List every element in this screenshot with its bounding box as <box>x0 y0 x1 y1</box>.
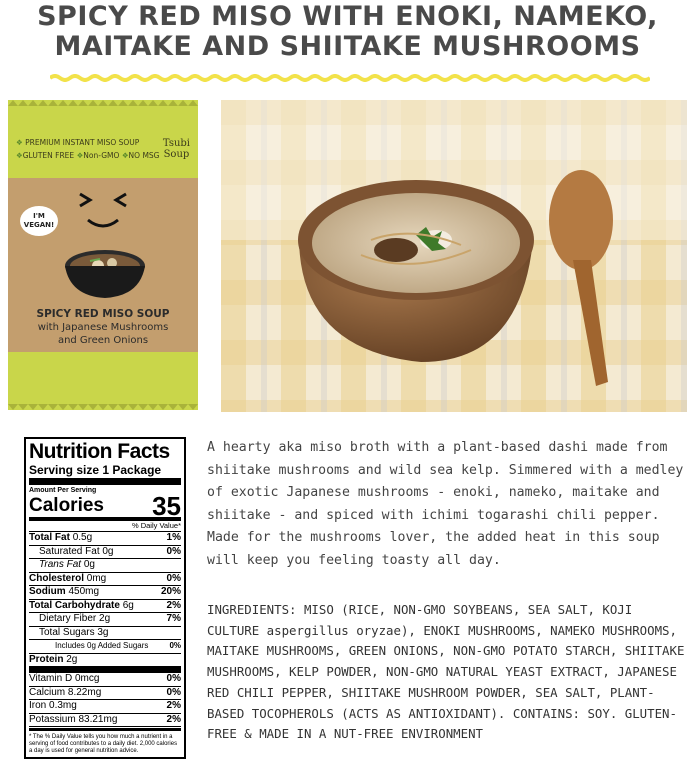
nutrient-percent: 0% <box>166 545 181 557</box>
nutrient-label: Total Fat 0.5g <box>29 532 93 543</box>
nutrient-percent: 20% <box>160 586 181 597</box>
nutrient-label: Total Sugars 3g <box>39 626 109 638</box>
nutrient-row <box>29 573 181 587</box>
nutrient-row <box>29 627 181 641</box>
nutrient-row <box>29 586 181 600</box>
nutrient-row <box>29 700 181 714</box>
page-title <box>0 2 695 62</box>
soup-package-image <box>8 100 198 410</box>
nutrient-row <box>29 546 181 560</box>
nutrition-facts-label <box>24 437 186 759</box>
nutrient-percent: 0% <box>166 686 181 698</box>
package-soup-bowl-icon <box>60 244 150 304</box>
nutrient-label: Calcium 8.22mg <box>29 686 102 698</box>
claim-premium: PREMIUM INSTANT MISO SOUP <box>25 138 140 147</box>
serving-size: Serving size 1 Package <box>29 463 181 485</box>
nutrient-row <box>29 654 181 674</box>
nutrient-percent: 7% <box>166 613 181 624</box>
yellow-underline-squiggle <box>50 74 650 82</box>
title-line-2: MAITAKE AND SHIITAKE MUSHROOMS <box>54 31 641 62</box>
claim-non-gmo: Non-GMO <box>83 151 120 160</box>
nutrient-row <box>29 640 181 654</box>
nutrient-label: Dietary Fiber 2g <box>39 613 111 624</box>
nutrient-percent: 2% <box>166 700 181 711</box>
amount-per-serving: Amount Per Serving <box>29 487 97 494</box>
daily-value-header: % Daily Value* <box>29 521 181 532</box>
miso-soup-bowl-photo <box>221 100 687 412</box>
nutrient-row <box>29 600 181 614</box>
brand-logo: Tsubi Soup <box>162 138 190 160</box>
package-bottom-band <box>8 352 198 410</box>
calories-value: 35 <box>152 491 181 521</box>
nutrient-percent: 2% <box>166 713 181 725</box>
package-claims: ❖ PREMIUM INSTANT MISO SOUP ❖GLUTEN FREE ❖Non-GMO ❖NO MSG <box>16 138 160 160</box>
nutrient-label: Saturated Fat 0g <box>39 545 114 557</box>
nutrient-label: Includes 0g Added Sugars <box>55 641 149 650</box>
nutrient-label: Protein 2g <box>29 653 78 665</box>
title-line-1: SPICY RED MISO WITH ENOKI, NAMEKO, <box>37 1 658 32</box>
claim-no-msg: NO MSG <box>128 151 160 160</box>
package-top-serration <box>8 100 198 106</box>
nutrient-row <box>29 559 181 573</box>
nutrient-percent: 1% <box>166 532 181 543</box>
nutrient-percent: 0% <box>166 673 181 684</box>
nutrient-row <box>29 532 181 546</box>
ingredients-list: INGREDIENTS: MISO (RICE, NON-GMO SOYBEANS, SEA SALT, KOJI CULTURE aspergillus oryzae), ENOKI MUSHROOMS, NAMEKO MUSHROOMS, MAITAKE MUSHROOMS, GREEN ONIONS, NON-GMO POTATO STARCH, SHIITAKE MUSHROOMS, KELP POWDER, NON-GMO NATURAL YEAST EXTRACT, JAPANESE RED CHILI PEPPER, SHIITAKE MUSHROOM POWDER, SEA SALT, PLANT-BASED TOCOPHEROLS (ACTS AS ANTIOXIDANT). CONTAINS: SOY. GLUTEN-FREE & MADE IN A NUT-FREE ENVIRONMENT <box>207 602 685 742</box>
nutrient-row <box>29 714 181 728</box>
nutrition-footnote: * The % Daily Value tells you how much a nutrient in a serving of food contributes to a daily diet. 2,000 calories a day is used for general nutrition advice. <box>29 728 181 755</box>
nutrient-percent: 0% <box>169 641 181 650</box>
nutrient-rows <box>29 532 181 727</box>
nutrition-title: Nutrition Facts <box>29 440 170 463</box>
nutrient-label: Vitamin D 0mcg <box>29 673 100 684</box>
nutrient-label: Iron 0.3mg <box>29 700 77 711</box>
nutrient-row <box>29 613 181 627</box>
nutrient-row <box>29 673 181 687</box>
nutrient-label: Total Carbohydrate 6g <box>29 599 134 611</box>
product-description: A hearty aka miso broth with a plant-based dashi made from shiitake mushrooms and wild sea kelp. Simmered with a medley of exotic Japanese mushrooms - enoki, nameko, maitake and shiitake - and spiced with ichimi togarashi chili pepper. Made for the mushrooms lover, the added heat in this soup will keep you feeling toasty all day. <box>207 440 684 568</box>
calories-row <box>29 491 181 521</box>
nutrient-row <box>29 687 181 701</box>
nutrient-label: Trans Fat 0g <box>39 559 95 570</box>
nutrient-label: Sodium 450mg <box>29 586 100 597</box>
package-bottom-serration <box>8 404 198 410</box>
vegan-speech-bubble: I'M VEGAN! <box>20 206 58 236</box>
claim-gluten-free: GLUTEN FREE <box>22 151 75 160</box>
calories-label: Calories <box>29 495 104 516</box>
nutrient-percent: 0% <box>166 572 181 584</box>
nutrient-label: Potassium 83.21mg <box>29 713 118 725</box>
package-product-name: SPICY RED MISO SOUP with Japanese Mushrooms and Green Onions <box>36 308 170 346</box>
nutrient-label: Cholesterol 0mg <box>29 572 107 584</box>
nutrient-percent: 2% <box>166 599 181 611</box>
